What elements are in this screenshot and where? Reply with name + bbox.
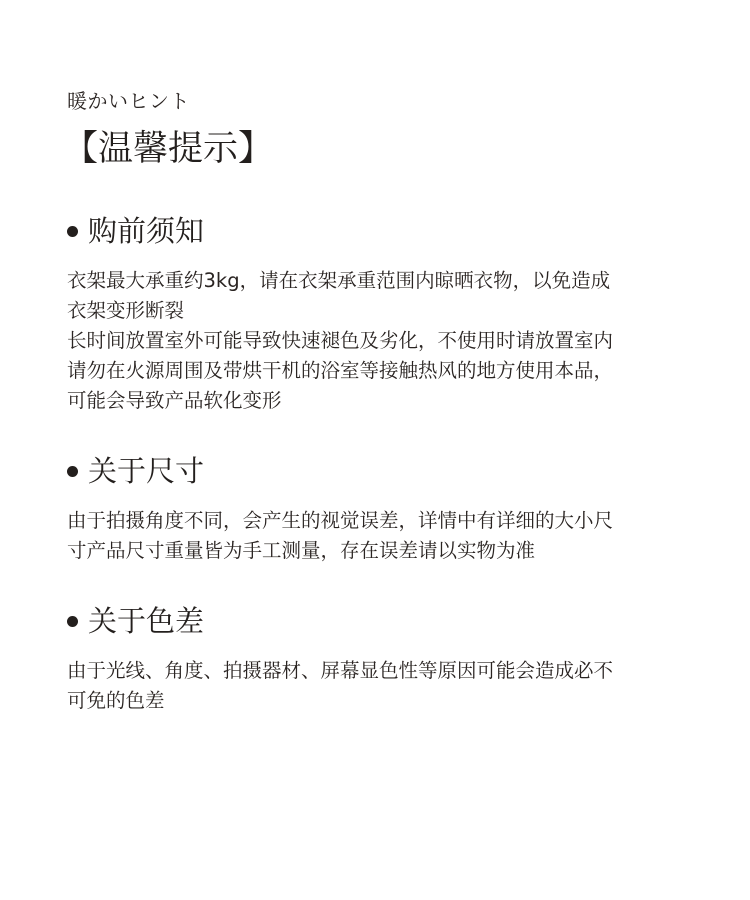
body-line: 可能会导致产品软化变形 — [67, 389, 282, 412]
section-body-size — [67, 506, 707, 566]
body-line: 衣架变形断裂 — [67, 299, 185, 322]
bullet-icon — [67, 226, 78, 237]
section-heading-size — [67, 453, 204, 489]
bullet-icon — [67, 616, 78, 627]
bullet-icon — [67, 466, 78, 477]
body-line: 长时间放置室外可能导致快速褪色及劣化，不使用时请放置室内 — [67, 329, 614, 352]
section-heading-text: 关于尺寸 — [88, 454, 205, 488]
body-line: 可免的色差 — [67, 689, 165, 712]
section-heading-text: 购前须知 — [88, 214, 205, 248]
body-line: 寸产品尺寸重量皆为手工测量，存在误差请以实物为准 — [67, 539, 536, 562]
section-heading-pre-purchase — [67, 213, 204, 249]
section-body-pre-purchase — [67, 266, 707, 416]
body-line: 请勿在火源周围及带烘干机的浴室等接触热风的地方使用本品， — [67, 359, 614, 382]
page-title: 【温馨提示】 — [63, 129, 274, 169]
section-heading-text: 关于色差 — [88, 604, 205, 638]
page-subtitle: 暖かいヒント — [67, 89, 190, 113]
section-body-color — [67, 656, 707, 716]
body-line: 衣架最大承重约3kg，请在衣架承重范围内晾晒衣物，以免造成 — [67, 269, 611, 292]
body-line: 由于拍摄角度不同，会产生的视觉误差，详情中有详细的大小尺 — [67, 509, 614, 532]
section-heading-color — [67, 603, 204, 639]
body-line: 由于光线、角度、拍摄器材、屏幕显色性等原因可能会造成必不 — [67, 659, 614, 682]
